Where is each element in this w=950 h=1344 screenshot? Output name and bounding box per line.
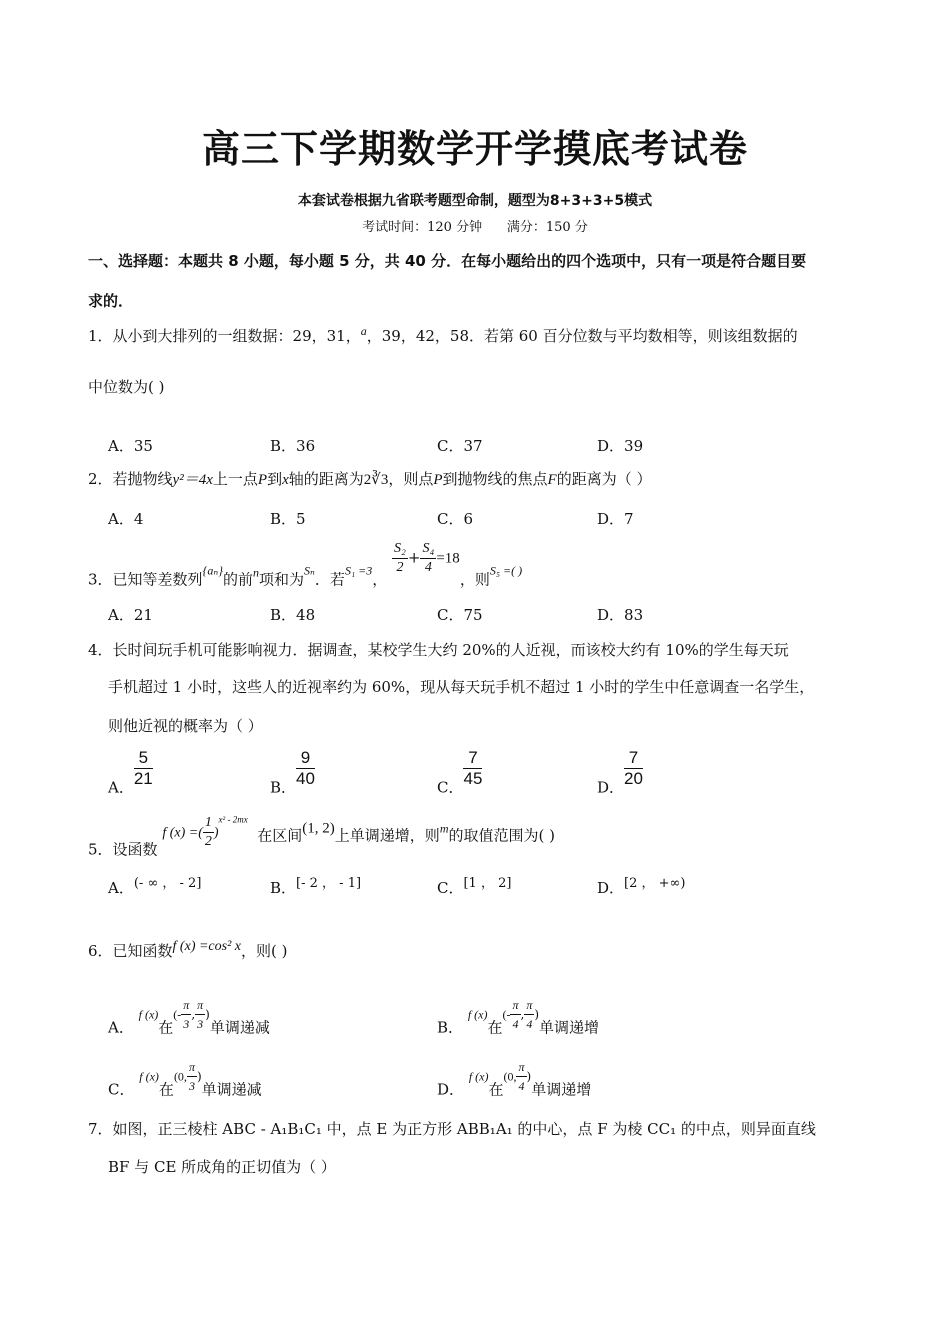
q5-option-d[interactable]: D．$^{[2 , +\infty)}$ [597, 876, 686, 897]
q1-option-a[interactable]: A．35 [108, 437, 153, 455]
q3-option-d[interactable]: D．83 [597, 606, 644, 624]
q4-option-c[interactable]: C． $\frac{7}{45}$ [437, 748, 483, 797]
q2-option-b[interactable]: B．5 [270, 510, 306, 528]
q4-line3: 则他近视的概率为（ ） [108, 717, 263, 735]
q1-option-c[interactable]: C．37 [437, 437, 483, 455]
q2-option-a[interactable]: A．4 [108, 510, 144, 528]
q3-option-a[interactable]: A．21 [108, 606, 153, 624]
q2-option-c[interactable]: C．6 [437, 510, 474, 528]
section1-heading: 一、选择题：本题共 8 小题，每小题 5 分，共 40 分．在每小题给出的四个选项中，只有一项是符合题目要 [88, 252, 807, 270]
q5-option-a[interactable]: A．$^{(- \infty , - 2]}$ [108, 876, 202, 897]
q4-option-b[interactable]: B． $\frac{9}{40}$ [270, 748, 315, 797]
q1-option-b[interactable]: B．36 [270, 437, 316, 455]
q2-line1: 2．若抛物线y²＝4x上一点P到x轴的距离为2∛3，则点P到抛物线的焦点F的距离为（ ） [88, 470, 652, 488]
q7-line2: BF 与 CE 所成角的正切值为（ ） [108, 1158, 336, 1176]
q5-line1: 5．设函数 f (x) =( $\frac{1}{2}$ )$^{x^2 - 2mx}$ 在区间(1, 2)上单调递增，则$^m$的取值范围为( ) [88, 814, 555, 859]
q5-option-c[interactable]: C．[1 ， 2] [437, 876, 512, 897]
q4-option-a[interactable]: A． $\frac{5}{21}$ [108, 748, 153, 797]
exam-time: 考试时间：120 分钟 [362, 220, 483, 235]
q3-option-b[interactable]: B．48 [270, 606, 316, 624]
q6-line1: 6．已知函数f (x) =cos² x，则( ) [88, 939, 288, 960]
q1-option-d[interactable]: D．39 [597, 437, 644, 455]
q3-option-c[interactable]: C．75 [437, 606, 483, 624]
page-title: 高三下学期数学开学摸底考试卷 [201, 127, 748, 171]
q6-option-a[interactable]: A． f (x)在(- $\frac{\pi}{3}$ , $\frac{\pi}{3}$ )单调递减 [108, 998, 270, 1037]
q7-line1: 7．如图，正三棱柱 ABC - A₁B₁C₁ 中，点 E 为正方形 ABB₁A₁ 的中心，点 F 为棱 CC₁ 的中点，则异面直线 [88, 1120, 816, 1138]
q3-frac-s4: $\frac{\text{S₄}}{4}$ [422, 541, 435, 575]
exam-meta [0, 216, 950, 235]
q6-option-c[interactable]: C． f (x)在(0, $\frac{\pi}{3}$ )单调递减 [108, 1060, 262, 1099]
q5-option-b[interactable]: B．[- 2 ， - 1] [270, 876, 362, 897]
full-score: 满分：150 分 [506, 220, 588, 235]
q3-frac-s2: $\frac{\text{S₂}}{2}$ [394, 541, 406, 575]
q4-line2: 手机超过 1 小时，这些人的近视率约为 60%，现从每天玩手机不超过 1 小时的学生中任意调查一名学生， [108, 678, 815, 696]
subtitle: 本套试卷根据九省联考题型命制，题型为8+3+3+5模式 [297, 193, 653, 209]
q1-line2: 中位数为( ) [88, 378, 165, 396]
q1-line1: 1．从小到大排列的一组数据：29，31，$^a$，39，42，58．若第 60 百分位数与平均数相等，则该组数据的 [88, 324, 798, 345]
q4-line1: 4．长时间玩手机可能影响视力．据调查，某校学生大约 20%的人近视，而该校大约有 10%的学生每天玩 [88, 641, 789, 659]
q4-option-d[interactable]: D． $\frac{7}{20}$ [597, 748, 643, 797]
q6-option-d[interactable]: D． f (x)在(0, $\frac{\pi}{4}$ )单调递增 [437, 1060, 592, 1099]
section1-heading-cont: 求的． [88, 292, 134, 310]
q3-line1: 3．已知等差数列$_{\{a_n\}}$的前$_n$项和为$_{S_n}$．若$_{S_1 =3}$， $\frac{\text{S₂}}{2}$ + $\frac{\text{S₄}}{4}$ =18，则$_{S_5 =( )}$ [88, 541, 523, 589]
q2-option-d[interactable]: D．7 [597, 510, 634, 528]
q6-option-b[interactable]: B． f (x)在(- $\frac{\pi}{4}$ , $\frac{\pi}{4}$ )单调递增 [437, 998, 600, 1037]
